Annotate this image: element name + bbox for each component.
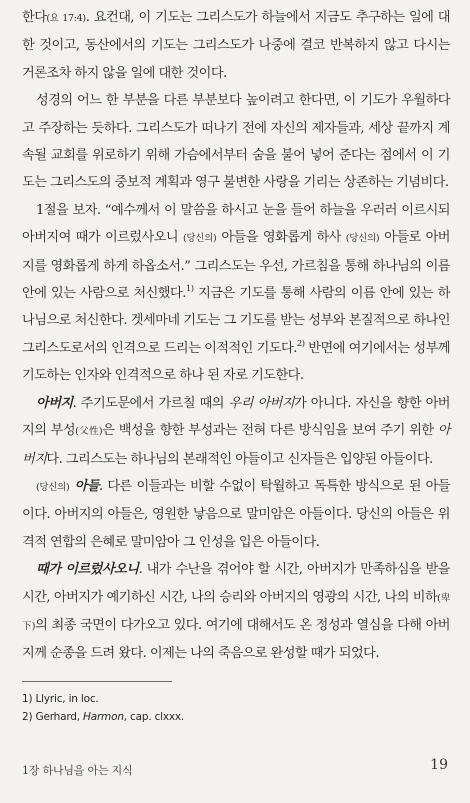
page-number: 19 [430, 757, 448, 773]
footnotes [22, 692, 442, 728]
running-footer-chapter: 1장 하나님을 아는 지식 [22, 764, 133, 777]
term-heading: 때가 이르렀사오니 [36, 562, 139, 578]
scripture-ref: (요 17:4) [46, 13, 86, 24]
footnote-marker-1: 1) [185, 284, 194, 295]
paragraph-5: (당신의) 아들. 다른 이들과는 비할 수없이 탁월하고 독특한 방식으로 된 아들이다. 아버지의 아들은, 영원한 낳음으로 말미암은 아들이다. 당신의 아들은 위격적 연합의 은혜로 말미암아 그 인성을 입은 아들이다. [22, 478, 451, 550]
term-heading: 아들 [69, 478, 99, 494]
body-text [22, 4, 450, 668]
paragraph-6: 때가 이르렀사오니. 내가 수난을 겪어야 할 시간, 아버지가 만족하심을 받을 시간, 아버지가 예기하신 시간, 나의 승리와 아버지의 영광의 시간, 나의 비하(卑下)의 최종 국면이 다가오고 있다. 여기에 대해서도 온 정성과 열심을 다해 아버지께 순종을 드려 왔다. 이제는 나의 죽음으로 완성할 때가 되었다. [22, 562, 450, 662]
paragraph-4: 아버지. 주기도문에서 가르칠 때의 우리 아버지가 아니다. 자신을 향한 아버지의 부성(父性)은 백성을 향한 부성과는 전혀 다른 방식임을 보여 주기 위한 아버지다. 그리스도는 하나님의 본래적인 아들이고 신자들은 입양된 아들이다. [22, 395, 450, 467]
term-heading: 아버지 [36, 395, 73, 411]
footnote-1: 1) Llyric, in loc. [22, 693, 99, 705]
paragraph-3: 1절을 보자. “예수께서 이 말씀을 하시고 눈을 들어 하늘을 우러러 이르시되 아버지여 때가 이르렀사오니 (당신의) 아들을 영화롭게 하사 (당신의) 아들로 아버지를 영화롭게 하게 하옵소서.” 그리스도는 우선, 가르침을 통해 하나님의 이름 안에 있는 사람으로 처신했다.$^{1)}$ 지금은 기도를 통해 사람의 이름 안에 있는 하나님으로 처신한다. 겟세마네 기도는 그 기도를 받는 성부와 본질적으로 하나인 그리스도로서의 인격으로 드리는 이적적인 기도다.$^{2)}$ 반면에 여기에서는 성부께 기도하는 인자와 인격적으로 하나 된 자로 기도한다. [22, 202, 450, 384]
footnote-divider [22, 681, 172, 682]
footnote-2: 2) Gerhard, Harmon, cap. clxxx. [22, 711, 185, 723]
paragraph-1: 한다(요 17:4). 요컨대, 이 기도는 그리스도가 하늘에서 지금도 추구하는 일에 대한 것이고, 동산에서의 기도는 그리스도가 나중에 결코 반복하지 않고 다시는 거론조차 하지 않을 일에 대한 것이다. [22, 10, 450, 81]
paragraph-2: 성경의 어느 한 부분을 다른 부분보다 높이려고 한다면, 이 기도가 우월하다고 주장하는 듯하다. 그리스도가 떠나기 전에 자신의 제자들과, 세상 끝까지 계속될 교회를 위로하기 위해 가슴에서부터 숨을 불어 넣어 준다는 점에서 이 기도는 그리스도의 중보적 계획과 영구 불변한 사랑을 기리는 상존하는 기념비다. [22, 93, 450, 191]
footnote-marker-2: 2) [296, 338, 305, 349]
